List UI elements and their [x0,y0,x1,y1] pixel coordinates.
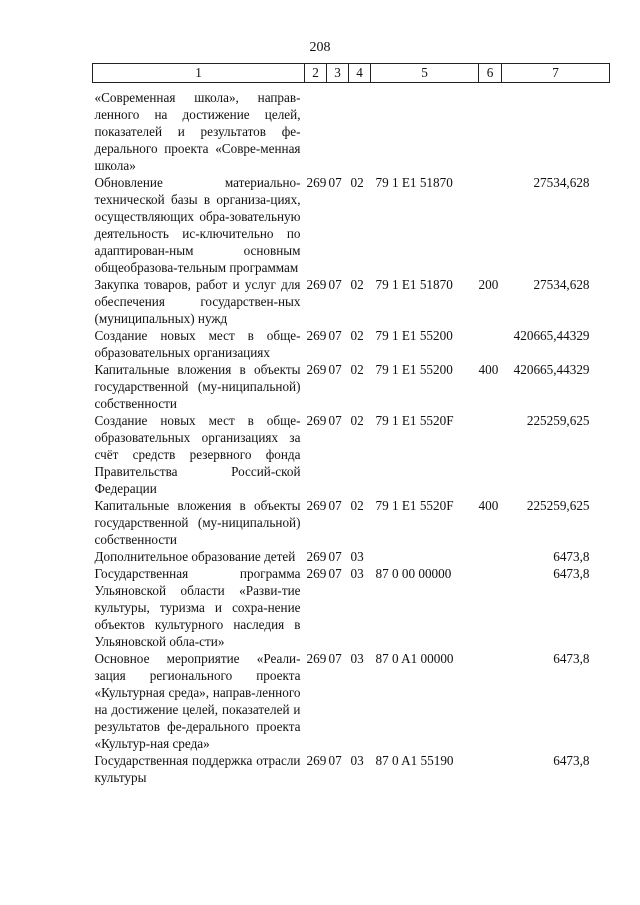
header-col-6: 6 [479,64,502,83]
row-name: Создание новых мест в обще-образовательных организациях [94,328,301,360]
row-code-4: 03 [350,753,364,768]
row-name: Государственная программа Ульяновской области «Разви-тие культуры, туризма и сохра-нение объектов культурного наследия в Ульяновской обла-сти» [94,566,301,649]
row-code-4: 02 [350,328,364,343]
row-name: Капитальные вложения в объекты государственной (му-ниципальной) собственности [94,362,301,411]
row-code-3: 07 [328,566,342,581]
row-amount: 225259,625 [526,498,590,513]
row-code-2: 269 [306,753,327,768]
row-code-6 [479,83,502,175]
row-amount: 225259,625 [526,413,590,428]
table-row [93,565,610,650]
row-code-5: 79 1 E1 55200 [375,328,453,343]
row-name: Дополнительное образование детей [94,549,296,564]
row-code-5: 87 0 00 00000 [375,566,452,581]
row-amount: 6473,8 [553,651,590,666]
header-row [93,64,610,83]
row-name: Государственная поддержка отрасли культуры [94,753,301,785]
row-code-2: 269 [306,498,327,513]
row-code-3: 07 [328,362,342,377]
row-code-3: 07 [328,549,342,564]
row-code-3: 07 [328,498,342,513]
table-row [93,361,610,412]
row-code-6 [479,548,502,565]
row-code-2: 269 [306,362,327,377]
row-name: Капитальные вложения в объекты государственной (му-ниципальной) собственности [94,498,301,547]
table-row [93,327,610,361]
row-code-5: 79 1 E1 51870 [375,175,453,190]
header-col-2: 2 [305,64,327,83]
row-code-2: 269 [306,549,327,564]
row-code-2: 269 [306,175,327,190]
row-code-4: 02 [350,413,364,428]
row-code-3: 07 [328,328,342,343]
row-code-5: 79 1 E1 55200 [375,362,453,377]
row-code-3: 07 [328,753,342,768]
header-col-1: 1 [93,64,305,83]
row-amount: 6473,8 [553,549,590,564]
page-number: 208 [309,40,331,55]
row-amount: 420665,44329 [513,328,590,343]
row-code-5 [371,83,479,175]
row-code-4: 02 [350,277,364,292]
row-amount [502,83,610,175]
row-name: Закупка товаров, работ и услуг для обеспечения государствен-ных (муниципальных) нужд [94,277,301,326]
row-code-6 [479,327,502,361]
row-name: Основное мероприятие «Реали-зация регионального проекта «Культурная среда», направ-ленного на достижение целей, показателей и результатов фе-дерального проекта «Культур-ная среда» [94,651,301,751]
row-code-4: 02 [350,362,364,377]
row-code-2: 269 [306,413,327,428]
row-amount: 27534,628 [533,175,590,190]
row-code-6 [479,174,502,276]
row-code-2: 269 [306,328,327,343]
table-row [93,752,610,786]
row-code-6: 400 [478,362,499,377]
table-row [93,83,610,175]
table-row [93,276,610,327]
row-code-2: 269 [306,651,327,666]
budget-table [92,63,610,786]
row-amount: 6473,8 [553,566,590,581]
row-code-3: 07 [328,413,342,428]
row-code-5: 79 1 E1 5520F [375,413,454,428]
row-code-6: 400 [478,498,499,513]
row-code-4: 03 [350,651,364,666]
row-code-4 [349,83,371,175]
row-code-4: 02 [350,498,364,513]
row-name: Создание новых мест в обще-образовательных организациях за счёт средств резервного фонда Правительства Россий-ской Федерации [94,413,301,496]
row-code-2: 269 [306,566,327,581]
row-name: «Современная школа», направ-ленного на достижение целей, показателей и результатов фе-дерального проекта «Совре-менная школа» [94,90,301,173]
table-row [93,497,610,548]
table-row [93,548,610,565]
row-code-5: 87 0 A1 55190 [375,753,454,768]
row-amount: 420665,44329 [513,362,590,377]
row-name: Обновление материально-технической базы в организа-циях, осуществляющих обра-зовательную деятельность ис-ключительно по адаптирован-ным основным общеобразова-тельным программам [94,175,301,275]
header-col-5: 5 [371,64,479,83]
row-code-6 [479,650,502,752]
header-col-7: 7 [502,64,610,83]
table-row [93,650,610,752]
row-amount: 27534,628 [533,277,590,292]
row-code-6 [479,412,502,497]
row-amount: 6473,8 [553,753,590,768]
table-row [93,412,610,497]
row-code-6 [479,565,502,650]
row-code-6: 200 [478,277,499,292]
row-code-5: 79 1 E1 51870 [375,277,453,292]
row-code-4: 02 [350,175,364,190]
row-code-4: 03 [350,549,364,564]
row-code-4: 03 [350,566,364,581]
table-row [93,174,610,276]
row-code-5: 87 0 A1 00000 [375,651,454,666]
row-code-3: 07 [328,651,342,666]
row-code-3 [327,83,349,175]
row-code-2: 269 [306,277,327,292]
header-col-3: 3 [327,64,349,83]
row-code-5 [371,548,479,565]
row-code-2 [305,83,327,175]
row-code-3: 07 [328,277,342,292]
row-code-5: 79 1 E1 5520F [375,498,454,513]
row-code-6 [479,752,502,786]
row-code-3: 07 [328,175,342,190]
header-col-4: 4 [349,64,371,83]
